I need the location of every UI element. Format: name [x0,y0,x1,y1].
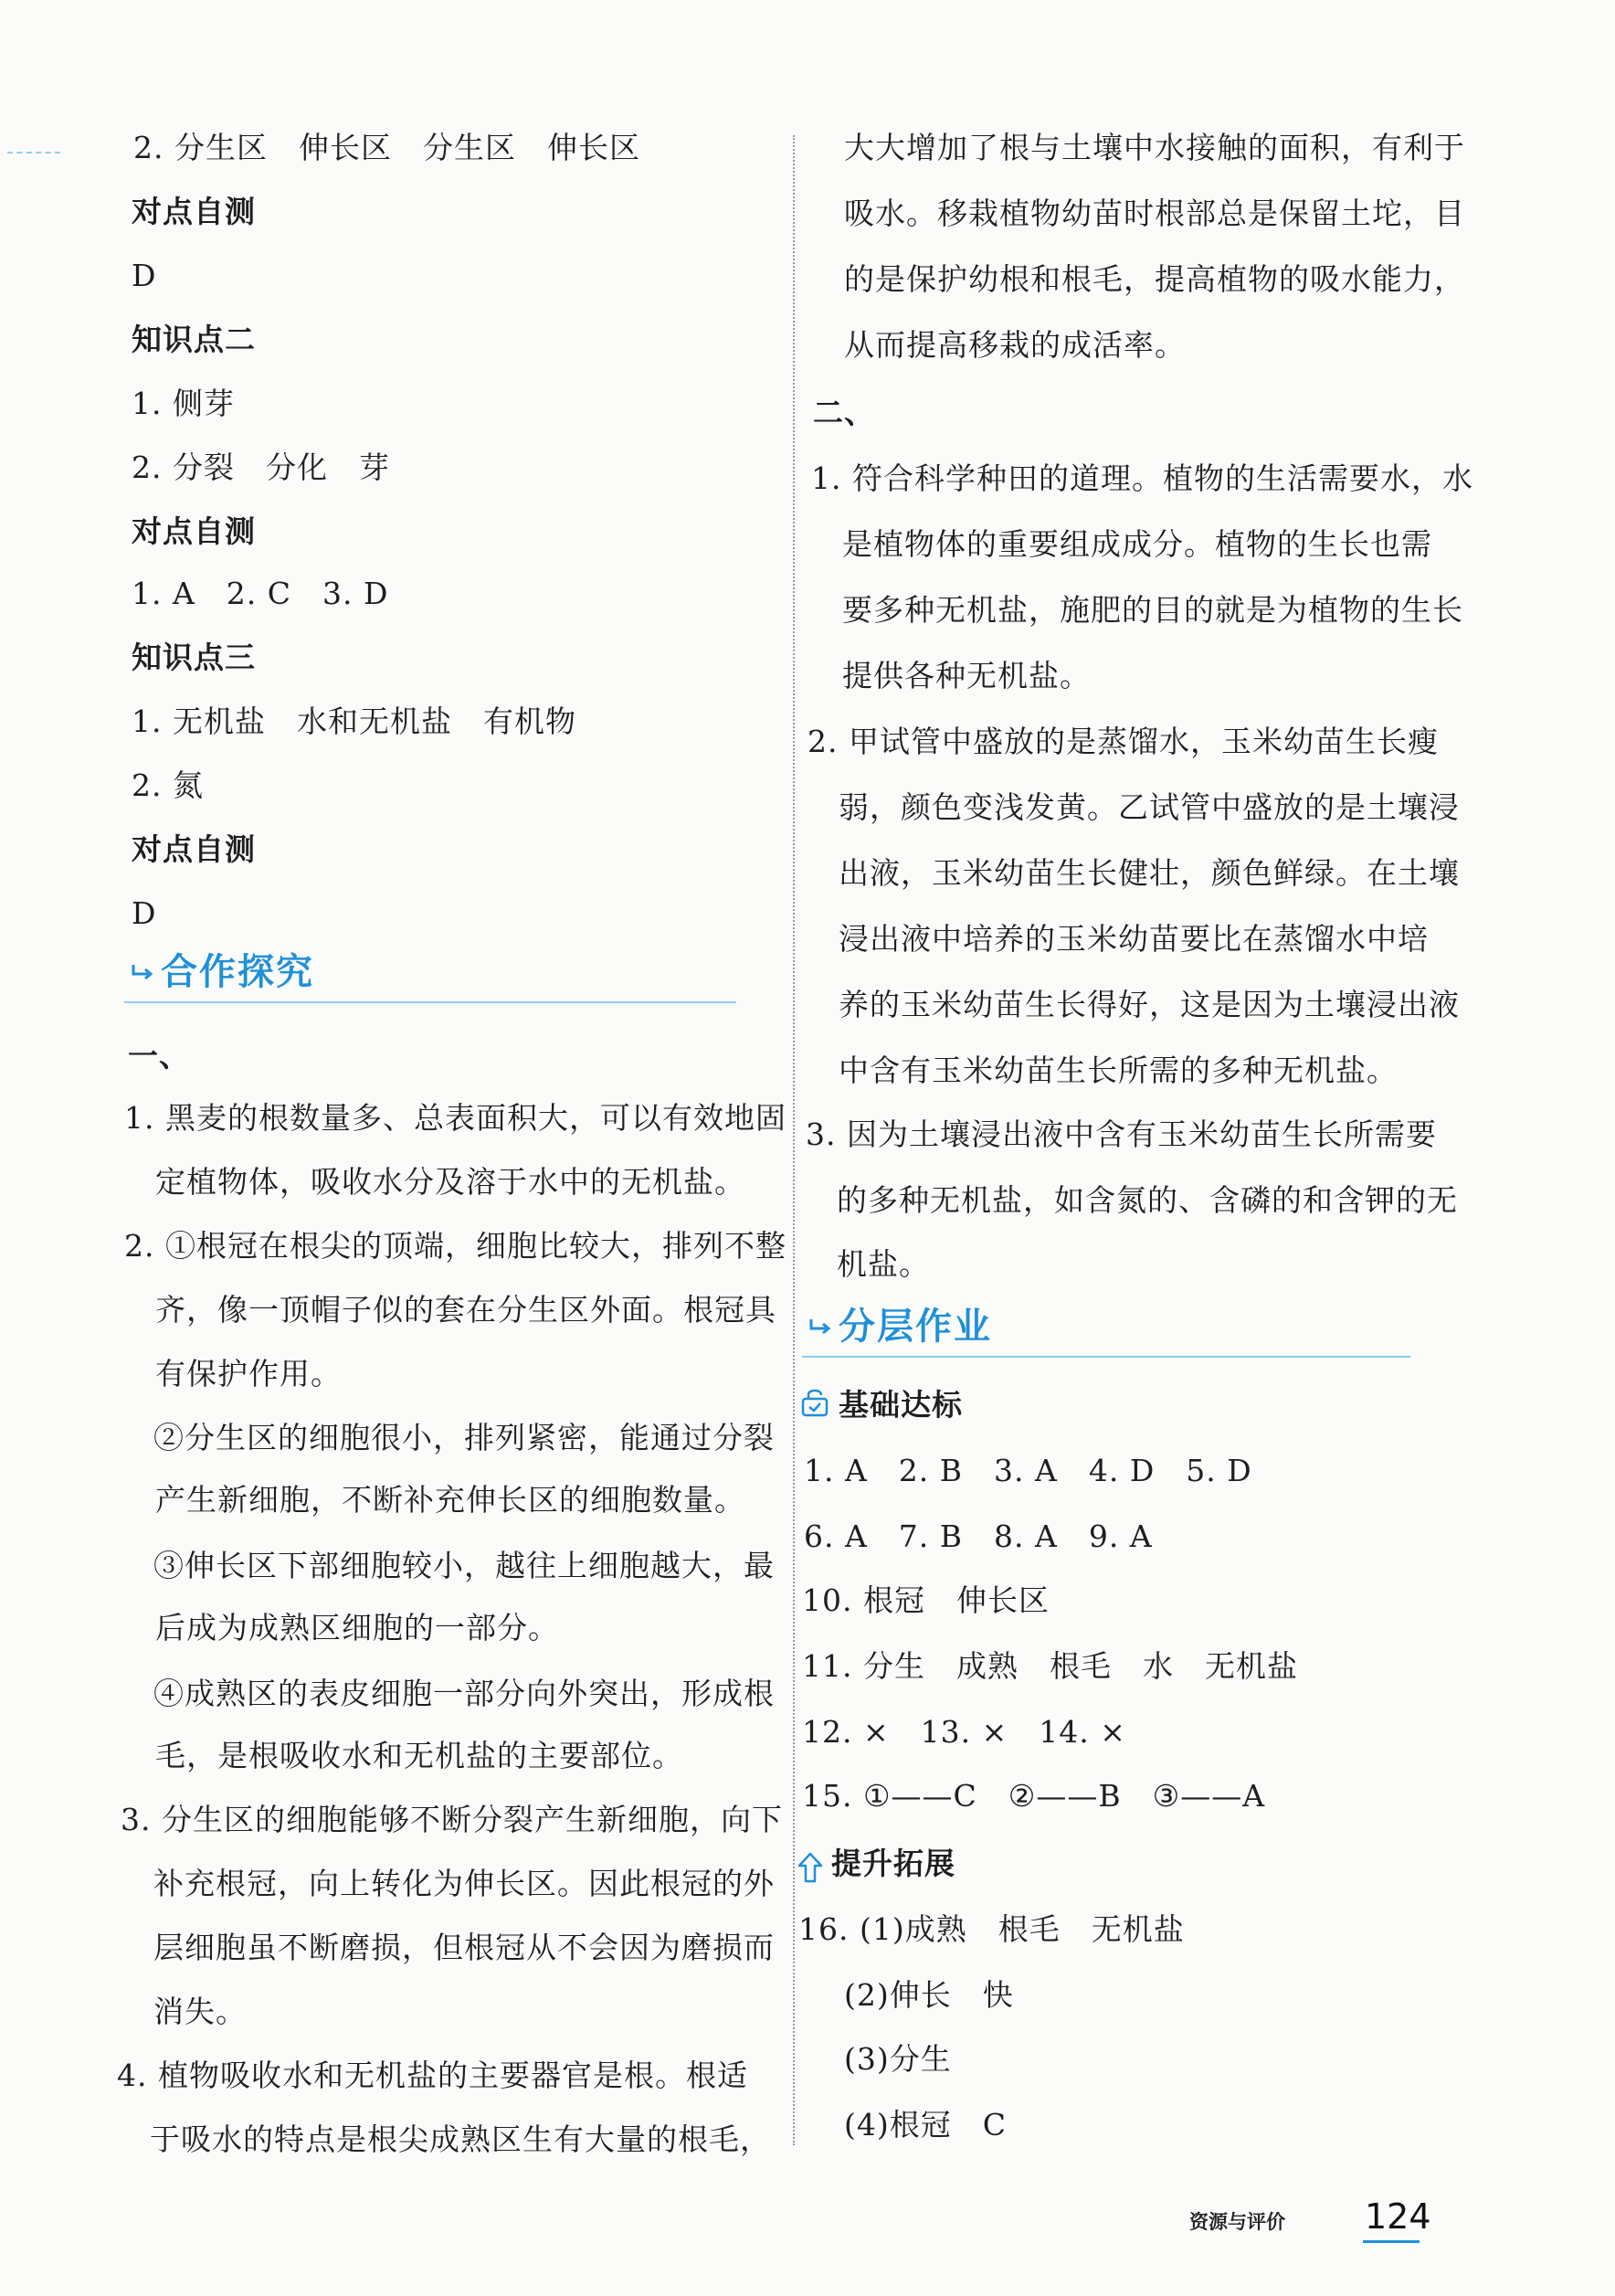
answer-line: 养的玉米幼苗生长得好，这是因为土壤浸出液 [839,987,1460,1022]
answer-line: 4. 植物吸收水和无机盐的主要器官是根。根适 [117,2058,748,2093]
answer-line: (3)分生 [844,2041,952,2077]
section-title-cooperative: 合作探究 [161,951,314,993]
arrow-up-icon [797,1851,824,1884]
section-arrow-icon [808,1316,833,1338]
answer-line: 弱，颜色变浅发黄。乙试管中盛放的是土壤浸 [839,789,1460,825]
subheading-self-test: 对点自测 [132,513,256,549]
answer-line: 机盐。 [837,1246,930,1282]
answer-line: 16. (1)成熟 根毛 无机盐 [798,1911,1185,1947]
answer-line: 11. 分生 成熟 根毛 水 无机盐 [802,1648,1298,1684]
answer-line: D [132,258,157,293]
answer-line: ③伸长区下部细胞较小，越往上细胞越大，最 [153,1548,775,1583]
answer-line: 1. 无机盐 水和无机盐 有机物 [132,704,576,739]
answer-line: 出液，玉米幼苗生长健壮，颜色鲜绿。在土壤 [839,855,1460,891]
answer-line: 12. × 13. × 14. × [802,1714,1126,1750]
answer-line: ②分生区的细胞很小，排列紧密，能通过分裂 [153,1420,775,1455]
answer-line: 毛，是根吸收水和无机盐的主要部位。 [155,1738,683,1773]
answer-line: 从而提高移栽的成活率。 [844,327,1186,363]
answer-line: 1. A 2. B 3. A 4. D 5. D [804,1453,1252,1488]
answer-line: 大大增加了根与土壤中水接触的面积，有利于 [844,130,1465,165]
section-rule [802,1356,1410,1358]
answer-line: D [132,895,157,931]
subheading-extension: 提升拓展 [831,1846,955,1881]
answer-line: 3. 分生区的细胞能够不断分裂产生新细胞，向下 [121,1802,783,1837]
subheading-basic: 基础达标 [839,1387,963,1423]
column-divider [793,135,795,2145]
page-number-underline [1363,2240,1420,2243]
answer-line: 齐，像一顶帽子似的套在分生区外面。根冠具 [155,1292,776,1328]
answer-line: 后成为成熟区细胞的一部分。 [155,1610,559,1645]
section-title-layered-homework: 分层作业 [839,1306,992,1348]
answer-line: 1. 黑麦的根数量多、总表面积大，可以有效地固 [124,1100,786,1136]
answer-line: 于吸水的特点是根尖成熟区生有大量的根毛， [150,2121,771,2157]
footer-book-label: 资源与评价 [1189,2211,1285,2233]
answer-line: 的多种无机盐，如含氮的、含磷的和含钾的无 [837,1182,1458,1218]
answer-line: 要多种无机盐，施肥的目的就是为植物的生长 [842,592,1463,628]
answer-line: 有保护作用。 [155,1356,342,1391]
answer-line: 吸水。移栽植物幼苗时根部总是保留土坨，目 [844,196,1465,231]
answer-line: 是植物体的重要组成成分。植物的生长也需 [842,526,1432,562]
section-rule [124,1001,736,1003]
answer-line: 6. A 7. B 8. A 9. A [804,1518,1153,1554]
basic-target-icon [800,1389,831,1418]
answer-line: 的是保护幼根和根毛，提高植物的吸水能力， [844,261,1465,297]
subheading-self-test: 对点自测 [132,831,256,867]
answer-line: 1. 符合科学种田的道理。植物的生活需要水，水 [811,460,1473,496]
answer-line: 产生新细胞，不断补充伸长区的细胞数量。 [155,1482,745,1518]
section-arrow-icon [130,961,155,983]
part-label: 一、 [128,1038,190,1074]
margin-dash-decoration [7,152,60,153]
answer-line: 定植物体，吸收水分及溶于水中的无机盐。 [155,1164,745,1200]
subheading-knowledge-3: 知识点三 [132,640,256,675]
answer-line: 浸出液中培养的玉米幼苗要比在蒸馏水中培 [839,921,1429,957]
answer-line: 2. 分生区 伸长区 分生区 伸长区 [133,130,640,165]
answer-line: (2)伸长 快 [844,1977,1014,2013]
answer-line: 1. 侧芽 [132,386,235,421]
subheading-knowledge-2: 知识点二 [132,322,256,357]
answer-line: 2. 氮 [132,767,204,803]
answer-line: 2. ①根冠在根尖的顶端，细胞比较大，排列不整 [124,1228,786,1264]
answer-line: 15. ①——C ②——B ③——A [802,1778,1266,1814]
answer-line: 补充根冠，向上转化为伸长区。因此根冠的外 [153,1866,775,1901]
answer-line: 中含有玉米幼苗生长所需的多种无机盐。 [839,1053,1398,1088]
answer-line: 提供各种无机盐。 [842,658,1091,693]
answer-line: 10. 根冠 伸长区 [802,1582,1050,1618]
answer-line: 1. A 2. C 3. D [132,576,389,611]
answer-line: 2. 甲试管中盛放的是蒸馏水，玉米幼苗生长瘦 [808,724,1439,759]
part-label: 二、 [813,395,875,430]
subheading-self-test: 对点自测 [132,194,256,229]
page-number: 124 [1365,2196,1431,2237]
answer-line: ④成熟区的表皮细胞一部分向外突出，形成根 [153,1676,775,1711]
answer-line: 消失。 [153,1994,247,2029]
answer-line: 2. 分裂 分化 芽 [132,450,390,485]
answer-line: (4)根冠 C [844,2107,1007,2143]
answer-line: 层细胞虽不断磨损，但根冠从不会因为磨损而 [153,1930,775,1965]
answer-line: 3. 因为土壤浸出液中含有玉米幼苗生长所需要 [806,1116,1437,1152]
